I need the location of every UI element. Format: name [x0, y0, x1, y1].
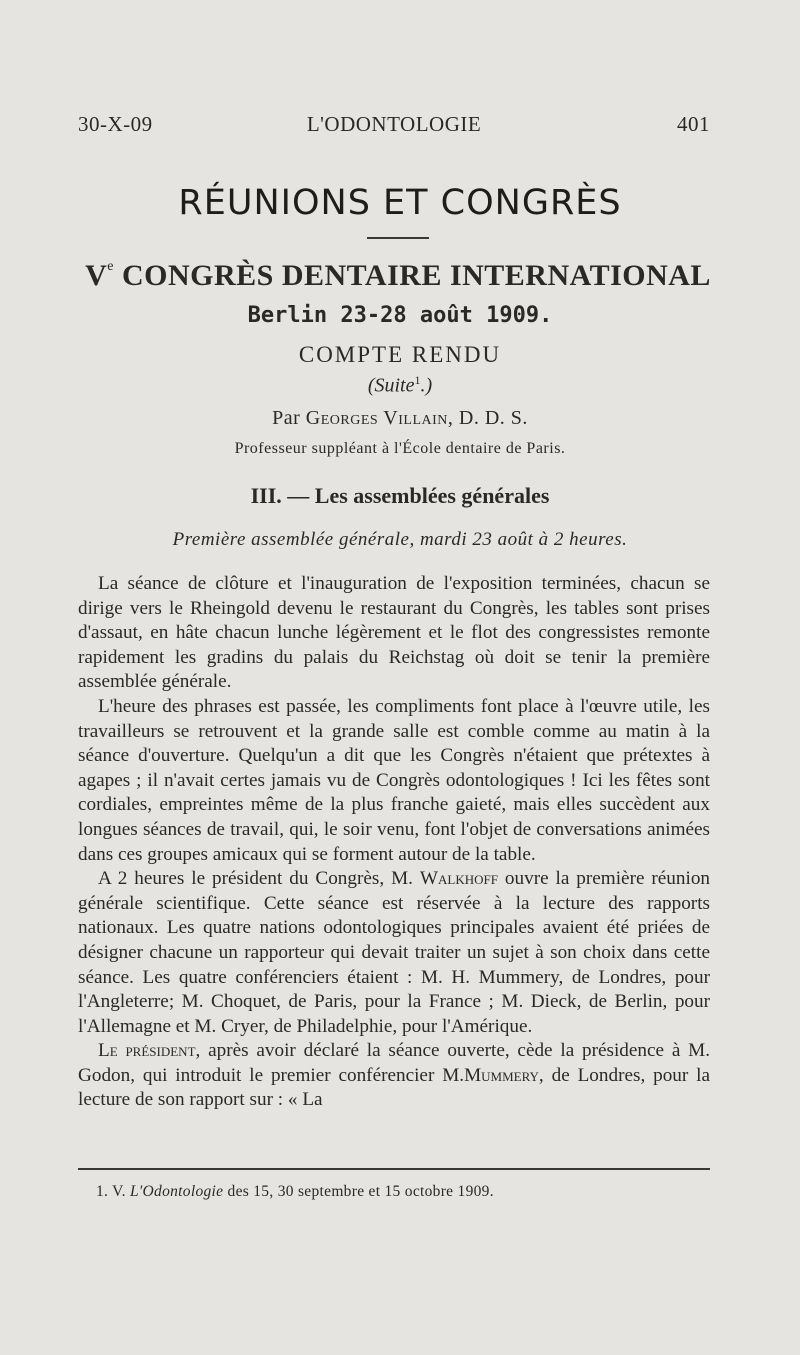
lecturer-name: Mummery,: [464, 1064, 544, 1086]
journal-name: L'ODONTOLOGIE: [306, 112, 482, 136]
footnote-number: 1.: [96, 1183, 109, 1200]
congress-place-dates: Berlin 23-28 août 1909.: [247, 303, 553, 328]
paragraph-2: L'heure des phrases est passée, les compliments font place à l'œuvre utile, les travailleurs se retrouvent et la grande salle est comble comme au matin à la séance d'ouverture. Quelqu'un a dit que les Congrès n'étaient que prétextes à agapes ; il n'avait certes jamais vu de Congrès odontologiques ! Ici les fêtes sont cordiales, empreintes même de la plus franche gaieté, mais elles succèdent aux longues séances de travail, qui, le soir venu, font l'objet de conversations animées dans ces groupes amicaux qui se forment autour de la table.: [78, 695, 710, 865]
issue-date: 30-X-09: [78, 112, 153, 136]
section-title: RÉUNIONS ET CONGRÈS: [178, 183, 622, 223]
congress-name: CONGRÈS DENTAIRE INTERNATIONAL: [121, 259, 711, 292]
speaker-name: Walkhoff: [419, 868, 498, 890]
report-title: COMPTE RENDU: [298, 342, 502, 367]
author-degree: D. D. S.: [458, 407, 528, 429]
sub-heading: III. — Les assemblées générales: [250, 483, 550, 508]
footnote-journal: L'Odontologie: [130, 1183, 224, 1200]
paragraph-4: [78, 1039, 710, 1113]
author-name: Georges Villain,: [305, 407, 454, 429]
footnote: [96, 1183, 696, 1201]
congress-title: [78, 259, 718, 293]
footnote-ref: 1: [414, 373, 421, 387]
paragraph-4-start: après avoir déclaré la séance ouverte, cède la présidence à M. Godon, qui introduit le premier conférencier M.: [78, 1040, 710, 1086]
author-affiliation: Professeur suppléant à l'École dentaire de Paris.: [234, 440, 566, 457]
paragraph-1: La séance de clôture et l'inauguration de l'exposition terminées, chacun se dirige vers le Rheingold devenu le restaurant du Congrès, les tables sont prises d'assaut, en hâte chacun lunche légèrement et le flot des congressistes remonte rapidement les gradins du palais du Reichstag où doit se tenir la première assemblée générale.: [78, 573, 710, 693]
session-line: Première assemblée générale, mardi 23 août à 2 heures.: [172, 529, 628, 550]
page-number: 401: [677, 112, 710, 136]
author-line: [0, 407, 800, 430]
running-header: [78, 112, 710, 142]
continued-label: (Suite: [367, 374, 415, 397]
paragraph-3: [78, 867, 710, 1039]
footnote-divider: [78, 1168, 710, 1170]
continued-note: [0, 373, 800, 398]
paragraph-3-rest: ouvre la première réunion générale scientifique. Cette séance est réservée à la lecture des rapports nationaux. Les quatre nations odontologiques principales avaient été priées de désigner chacune un rapporteur qui devait traiter un sujet à son choix dans cette séance. Les quatre conférenciers étaient : M. H. Mummery, de Londres, pour l'Angleterre; M. Choquet, de Paris, pour la France ; M. Dieck, de Berlin, pour l'Allemagne et M. Cryer, de Philadelphie, pour l'Amérique.: [78, 868, 711, 1037]
footnote-text: des 15, 30 septembre et 15 octobre 1909.: [227, 1183, 494, 1200]
title-divider: [367, 237, 429, 239]
paragraph-3-start: A 2 heures le président du Congrès, M.: [98, 868, 413, 890]
article-body: [78, 572, 710, 1113]
president-label: Le président,: [98, 1040, 201, 1062]
paragraph-4-rest: de Londres, pour la lecture de son rapport sur : « La: [78, 1064, 710, 1111]
congress-ordinal: V: [85, 259, 108, 292]
footnote-prefix: V.: [112, 1183, 126, 1200]
congress-ordinal-suffix: e: [107, 259, 114, 274]
author-prefix: Par: [272, 407, 301, 429]
continued-end: .): [420, 374, 433, 397]
